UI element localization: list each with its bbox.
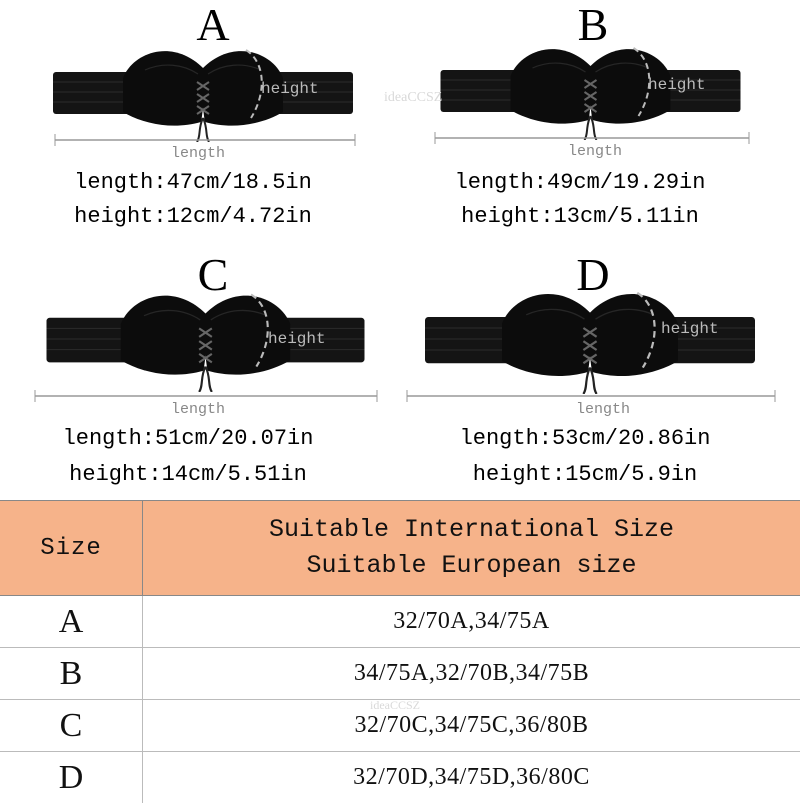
bra-image: [405, 284, 775, 394]
table-row: [0, 648, 800, 700]
size-panel-d: [393, 250, 793, 500]
length-label: length: [170, 401, 225, 418]
height-measurement: height:14cm/5.51in: [69, 462, 307, 487]
height-label: height: [261, 80, 319, 98]
row-size: A: [0, 596, 143, 647]
row-size: B: [0, 648, 143, 699]
height-measurement: height:13cm/5.11in: [461, 204, 699, 229]
table-row: [0, 752, 800, 803]
length-label: length: [575, 401, 630, 418]
length-label: length: [567, 143, 622, 160]
size-letter: B: [577, 0, 609, 50]
height-measurement: height:15cm/5.9in: [472, 462, 698, 487]
watermark: ideaCCSZ: [384, 90, 443, 105]
header-line-european: Suitable European size: [306, 551, 637, 580]
size-letter: D: [576, 249, 610, 300]
table-header: [0, 500, 800, 596]
bra-image: [33, 286, 378, 392]
size-letter: A: [196, 0, 230, 50]
length-measurement: length:47cm/18.5in: [74, 170, 312, 195]
header-size: Size: [0, 501, 143, 595]
row-size: C: [0, 700, 143, 751]
row-value: 32/70C,34/75C,36/80B: [354, 712, 589, 738]
length-measurement: length:49cm/19.29in: [454, 170, 706, 195]
row-value: 34/75A,32/70B,34/75B: [353, 660, 590, 686]
size-table: [0, 500, 800, 800]
header-description: [143, 501, 800, 595]
watermark-table: ideaCCSZ: [370, 698, 420, 712]
length-label: length: [170, 145, 225, 162]
length-measurement: length:51cm/20.07in: [62, 426, 314, 451]
height-measurement: height:12cm/4.72in: [74, 204, 312, 229]
row-size: D: [0, 752, 143, 803]
size-panel-c: [13, 250, 413, 500]
height-label: height: [268, 330, 326, 348]
row-value: 32/70D,34/75D,36/80C: [353, 764, 590, 790]
header-line-international: Suitable International Size: [268, 515, 675, 544]
table-row: [0, 596, 800, 648]
row-value: 32/70A,34/75A: [393, 608, 550, 634]
height-label: height: [648, 76, 706, 94]
height-label: height: [661, 320, 719, 338]
length-measurement: length:53cm/20.86in: [459, 426, 711, 451]
size-panel-a: [13, 0, 413, 250]
size-panel-b: [393, 0, 793, 250]
size-letter: C: [197, 249, 229, 300]
